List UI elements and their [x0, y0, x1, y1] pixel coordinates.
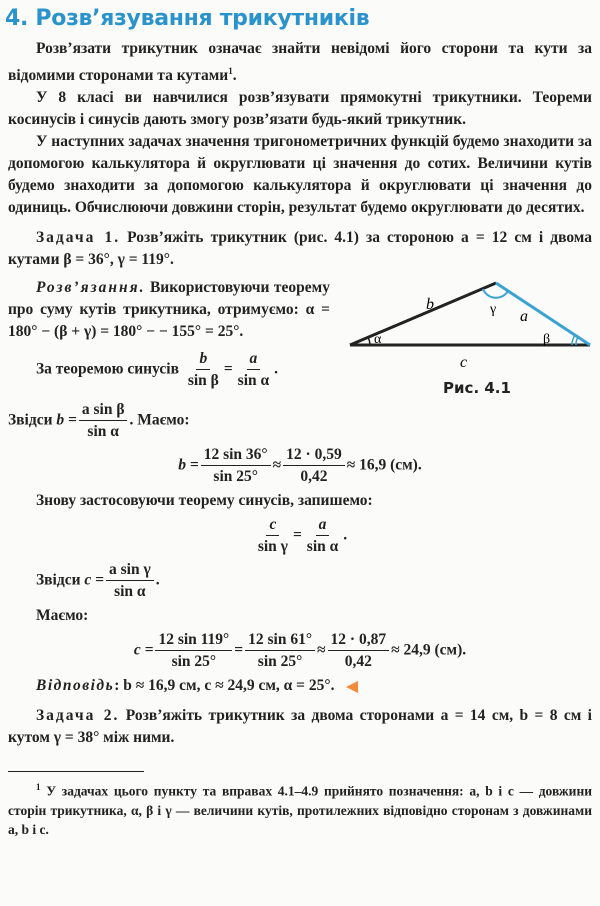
task-label: Задача 1.: [36, 229, 121, 247]
footnote: [8, 778, 592, 839]
b-calculation: [8, 445, 592, 487]
answer: [36, 675, 592, 697]
denominator: sin γ: [257, 538, 288, 556]
text: .: [343, 526, 348, 544]
label-a: a: [520, 308, 528, 326]
denominator: sin 25°: [171, 653, 217, 671]
operator: =: [292, 526, 302, 544]
text: означає знайти невідомі його сторони та кути за відомими сторонами та кутами: [8, 40, 592, 85]
task-label: Задача 2.: [36, 707, 120, 725]
numerator: 12 sin 61°: [245, 630, 315, 651]
label-gamma: γ: [490, 302, 497, 318]
lhs: c =: [133, 641, 154, 659]
solution-column: [8, 277, 330, 394]
label-alpha: α: [374, 332, 382, 348]
term: Розв’язати трикутник: [36, 40, 198, 57]
footnote-divider: [8, 771, 144, 772]
again-text: Знову застосовуючи теорему синусів, запишемо:: [36, 492, 373, 510]
text: . Маємо:: [129, 411, 190, 429]
label-c: c: [460, 354, 468, 372]
numerator: c: [266, 515, 279, 536]
section-title: 4. Розв’язування трикутників: [5, 6, 370, 31]
fraction: [185, 349, 222, 391]
result: ≈ 24,9 (см).: [391, 641, 467, 659]
numerator: a: [247, 349, 261, 370]
b-expression-line: [8, 400, 592, 442]
lhs: c =: [84, 571, 104, 589]
sine-law-line: [36, 349, 330, 391]
denominator: sin 25°: [257, 653, 303, 671]
numerator: a: [316, 515, 330, 536]
task-text: Розв’яжіть трикутник (рис. 4.1) за стороною a = 12 см і двома кутами β = 36°, γ = 119°.: [8, 229, 592, 269]
denominator: sin α: [306, 538, 339, 556]
text: Використовуючи теорему про суму кутів трикутника, отримуємо: α = 180° − (β + γ) = 180° − − 155° = 25°.: [8, 279, 330, 341]
numerator: 12 sin 36°: [201, 445, 271, 466]
fraction: [304, 515, 341, 557]
fraction: [283, 445, 345, 487]
c-expression-line: [36, 560, 592, 602]
figure-caption: Рис. 4.1: [443, 379, 511, 398]
footnote-ref: 1: [228, 66, 233, 76]
solution-label: Розв’язання.: [36, 279, 146, 297]
fraction: [79, 400, 128, 442]
have-text: Маємо:: [36, 607, 89, 625]
lhs: b =: [178, 456, 199, 474]
text: За теоремою синусів: [36, 360, 179, 378]
figure-column: [334, 277, 600, 397]
sine-law-2: [8, 515, 592, 557]
denominator: 0,42: [300, 468, 328, 486]
denominator: sin α: [87, 423, 119, 441]
numerator: 12 · 0,59: [283, 445, 345, 466]
footnote-number: 1: [36, 782, 41, 793]
denominator: sin α: [237, 372, 270, 390]
c-calculation: [8, 630, 592, 672]
fraction: [328, 630, 390, 672]
fraction: [255, 515, 291, 557]
footnote-text: У задачах цього пункту та вправах 4.1–4.9 прийнято позначення: a, b і c — довжини сторін трикутника, α, β і γ — величини кутів, протилежних відповідно сторонам з довжинами a, b і c.: [8, 783, 592, 837]
fraction: [155, 630, 232, 672]
operator: ≈: [272, 456, 282, 474]
answer-label: Відповідь: [36, 677, 115, 695]
numerator: a sin γ: [106, 560, 154, 581]
numerator: 12 sin 119°: [155, 630, 232, 651]
operator: =: [223, 360, 233, 378]
denominator: 0,42: [344, 653, 372, 671]
denominator: sin β: [187, 372, 219, 390]
denominator: sin α: [114, 583, 146, 601]
solution-text: [8, 277, 330, 343]
text: .: [155, 571, 160, 589]
fraction: [235, 349, 272, 391]
paragraph-definition: [8, 38, 592, 87]
answer-text: : b ≈ 16,9 см, c ≈ 24,9 см, α = 25°.: [114, 677, 335, 695]
numerator: a sin β: [79, 400, 128, 421]
result: ≈ 16,9 (см).: [346, 456, 422, 474]
fraction: [106, 560, 154, 602]
label-b: b: [426, 296, 434, 314]
numerator: 12 · 0,87: [328, 630, 390, 651]
fraction: [245, 630, 315, 672]
operator: =: [234, 641, 244, 659]
text: Звідси: [36, 571, 81, 589]
lhs: b =: [56, 411, 77, 429]
fraction: [201, 445, 271, 487]
numerator: b: [196, 349, 210, 370]
end-of-solution-marker-icon: [346, 681, 358, 693]
label-beta: β: [543, 332, 551, 348]
text: .: [232, 67, 237, 85]
text: .: [274, 360, 279, 378]
paragraph-rounding: У наступних задачах значення тригонометричних функцій будемо знаходити за допомогою калькулятора й округлювати ці значення до сотих. Величини кутів будемо знаходити за допомогою калькулятора й округлювати ці значення до одиниць. Обчислюючи довжини сторін, результат будемо округлювати до десятих.: [8, 133, 592, 217]
triangle-figure: [338, 277, 600, 373]
operator: ≈: [317, 641, 326, 659]
task-2: [8, 705, 592, 749]
paragraph-intro: У 8 класі ви навчилися розв’язувати прямокутні трикутники. Теореми косинусів і синусів дають змогу розв’язати будь-який трикутник.: [8, 89, 592, 129]
text: Звідси: [8, 411, 53, 429]
solution-row: [8, 277, 592, 397]
denominator: sin 25°: [213, 468, 258, 486]
task-text: Розв’яжіть трикутник за двома сторонами a = 14 см, b = 8 см і кутом γ = 38° між ними.: [8, 707, 592, 747]
task-1: [8, 227, 592, 271]
